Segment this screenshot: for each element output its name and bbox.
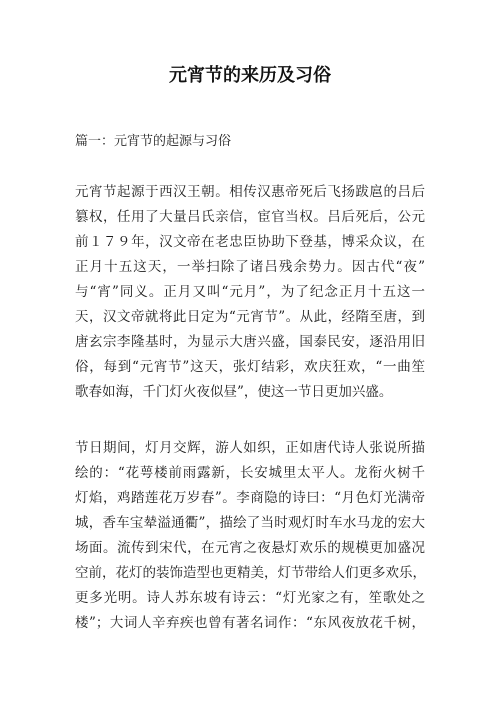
text-line: 空前，花灯的装饰造型也更精美，灯节带给人们更多欢乐， — [75, 565, 426, 581]
text-line: 更多光明。诗人苏东坡有诗云：“灯光家之有，笙歌处之 — [75, 590, 425, 606]
text-line: 节日期间，灯月交辉，游人如织，正如唐代诗人张说所描 — [75, 440, 425, 456]
text-line: 歌春如海，千门灯火夜似昼”，使这一节日更加兴盛。 — [75, 384, 393, 400]
text-line: 与“宵”同义。正月又叫“元月”，为了纪念正月十五这一 — [75, 284, 425, 300]
text-line: 唐玄宗李隆基时，为显示大唐兴盛，国泰民安，逐沿用旧 — [75, 334, 425, 350]
text-line: 天，汉文帝就将此日定为“元宵节”。从此，经隋至唐，到 — [75, 309, 425, 325]
body-paragraph — [75, 180, 425, 405]
text-line: 正月十五这天，一举扫除了诸吕残余势力。因古代“夜” — [75, 259, 425, 275]
text-line: 前１７９年，汉文帝在老忠臣协助下登基，博采众议，在 — [75, 234, 425, 250]
document-title: 元宵节的来历及习俗 — [169, 65, 331, 86]
text-line: 楼”；大词人辛弃疾也曾有著名词作：“东风夜放花千树， — [75, 615, 425, 631]
text-line: 城，香车宝辇溢通衢”，描绘了当时观灯时车水马龙的宏大 — [75, 515, 425, 531]
section-heading: 篇一：元宵节的起源与习俗 — [75, 134, 232, 149]
text-line: 灯焰，鸡踏莲花万岁春”。李商隐的诗曰：“月色灯光满帝 — [75, 490, 425, 506]
text-line: 篡权，任用了大量吕氏亲信，宦官当权。吕后死后，公元 — [75, 209, 425, 225]
body-paragraph — [75, 436, 425, 636]
text-line: 俗，每到“元宵节”这天，张灯结彩，欢庆狂欢，“一曲笙 — [75, 359, 425, 375]
text-line: 元宵节起源于西汉王朝。相传汉惠帝死后飞扬跋扈的吕后 — [75, 184, 425, 200]
text-line: 绘的：“花萼楼前雨露新，长安城里太平人。龙衔火树千 — [75, 465, 425, 481]
text-line: 场面。流传到宋代，在元宵之夜悬灯欢乐的规模更加盛况 — [75, 540, 425, 556]
